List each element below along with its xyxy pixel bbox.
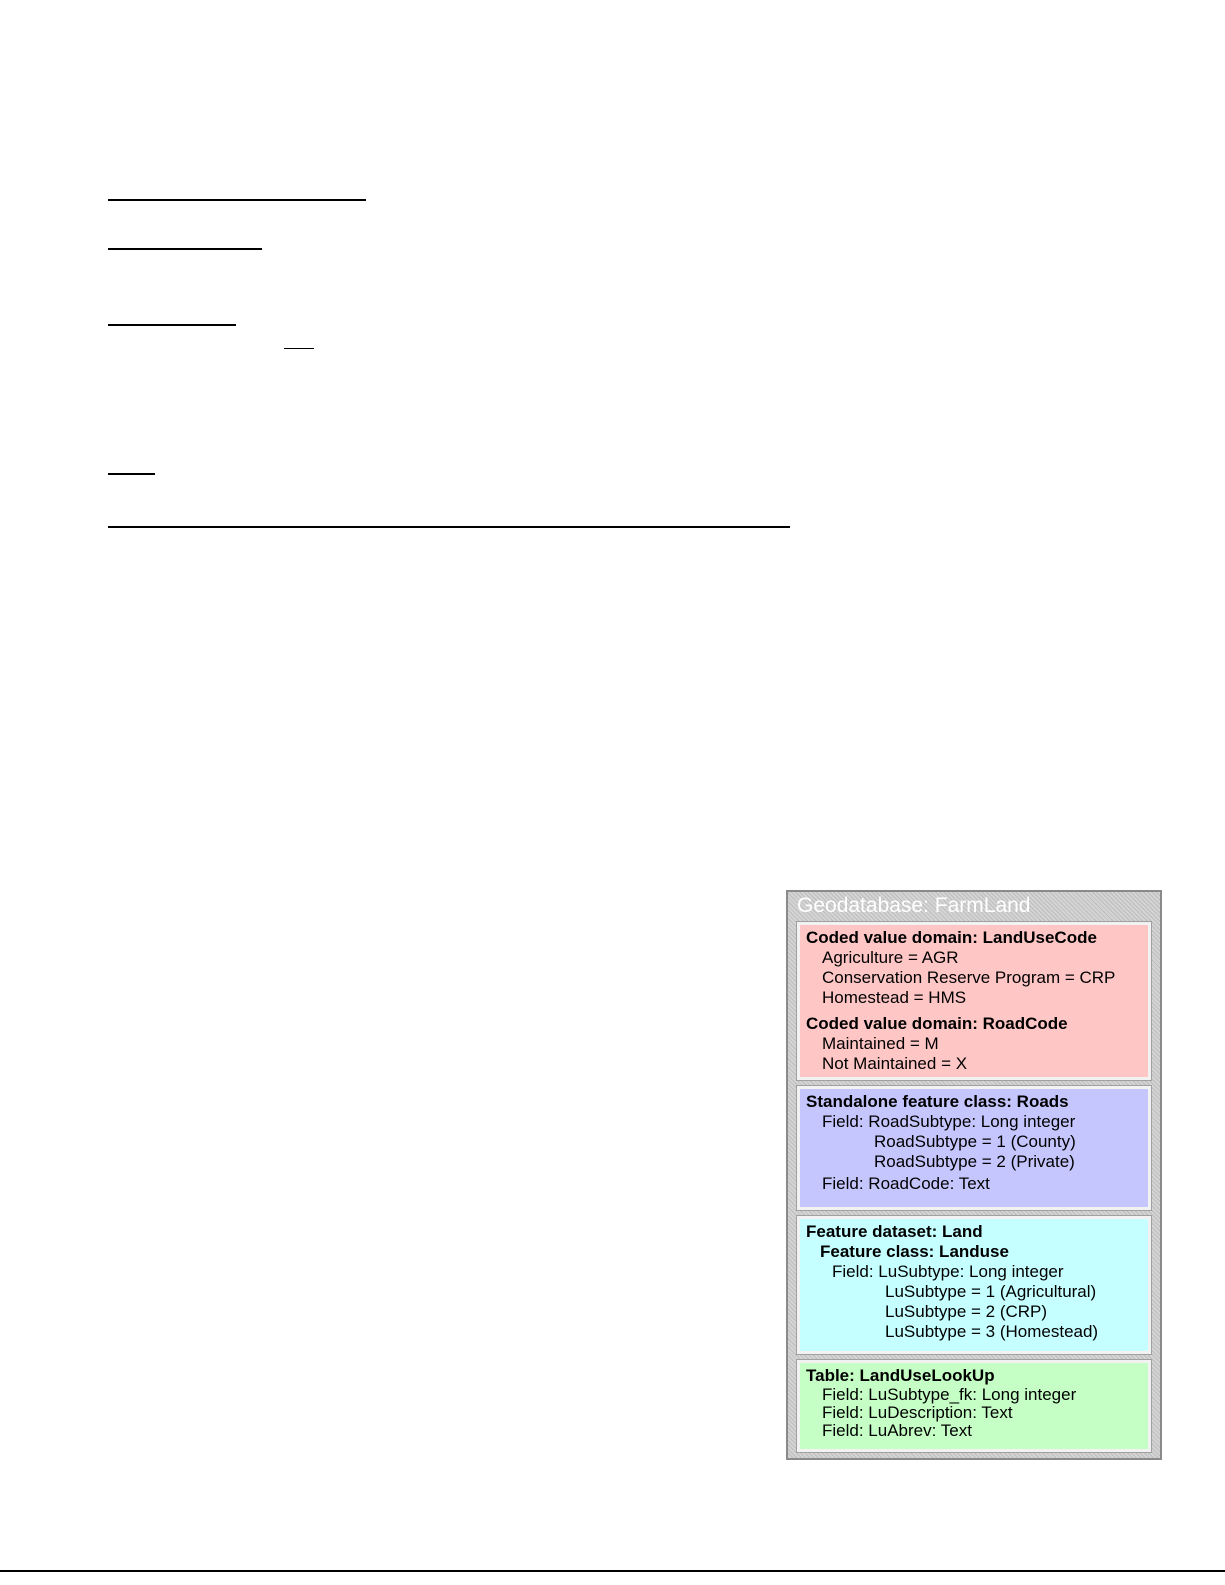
domain-value: Maintained = M <box>822 1034 939 1053</box>
geodatabase-title: Geodatabase: FarmLand <box>797 894 1031 917</box>
roads-heading: Standalone feature class: Roads <box>806 1092 1069 1111</box>
roads-code-field: Field: RoadCode: Text <box>822 1174 990 1193</box>
geodatabase-diagram <box>786 890 1162 1460</box>
landuse-feature-class: Feature class: Landuse <box>820 1242 1009 1261</box>
underline-rule-2 <box>108 248 262 250</box>
underline-rule-1 <box>108 199 366 201</box>
roads-subtype-value: RoadSubtype = 1 (County) <box>874 1132 1076 1151</box>
land-subtype-field: Field: LuSubtype: Long integer <box>832 1262 1064 1281</box>
roads-panel <box>797 1086 1151 1210</box>
land-subtype-value: LuSubtype = 2 (CRP) <box>885 1302 1048 1321</box>
table-panel <box>797 1360 1151 1452</box>
table-field: Field: LuSubtype_fk: Long integer <box>822 1385 1077 1404</box>
domain-value: Agriculture = AGR <box>822 948 959 967</box>
roads-subtype-field: Field: RoadSubtype: Long integer <box>822 1112 1076 1131</box>
land-panel <box>797 1216 1151 1354</box>
table-field: Field: LuDescription: Text <box>822 1403 1013 1422</box>
land-dataset-heading: Feature dataset: Land <box>806 1222 983 1241</box>
underline-rule-3 <box>108 324 236 326</box>
domain-value: Not Maintained = X <box>822 1054 968 1073</box>
table-heading: Table: LandUseLookUp <box>806 1366 995 1385</box>
page-bottom-rule <box>0 1570 1225 1572</box>
underline-rule-4 <box>284 348 314 349</box>
road-domain-heading: Coded value domain: RoadCode <box>806 1014 1068 1033</box>
land-subtype-value: LuSubtype = 3 (Homestead) <box>885 1322 1099 1341</box>
underline-rule-5 <box>108 473 155 475</box>
roads-subtype-value: RoadSubtype = 2 (Private) <box>874 1152 1075 1171</box>
underline-rule-6 <box>108 526 790 528</box>
domains-panel <box>797 922 1151 1080</box>
land-subtype-value: LuSubtype = 1 (Agricultural) <box>885 1282 1097 1301</box>
domain-value: Conservation Reserve Program = CRP <box>822 968 1116 987</box>
domain-value: Homestead = HMS <box>822 988 967 1007</box>
table-field: Field: LuAbrev: Text <box>822 1421 972 1440</box>
land-use-domain-heading: Coded value domain: LandUseCode <box>806 928 1097 947</box>
